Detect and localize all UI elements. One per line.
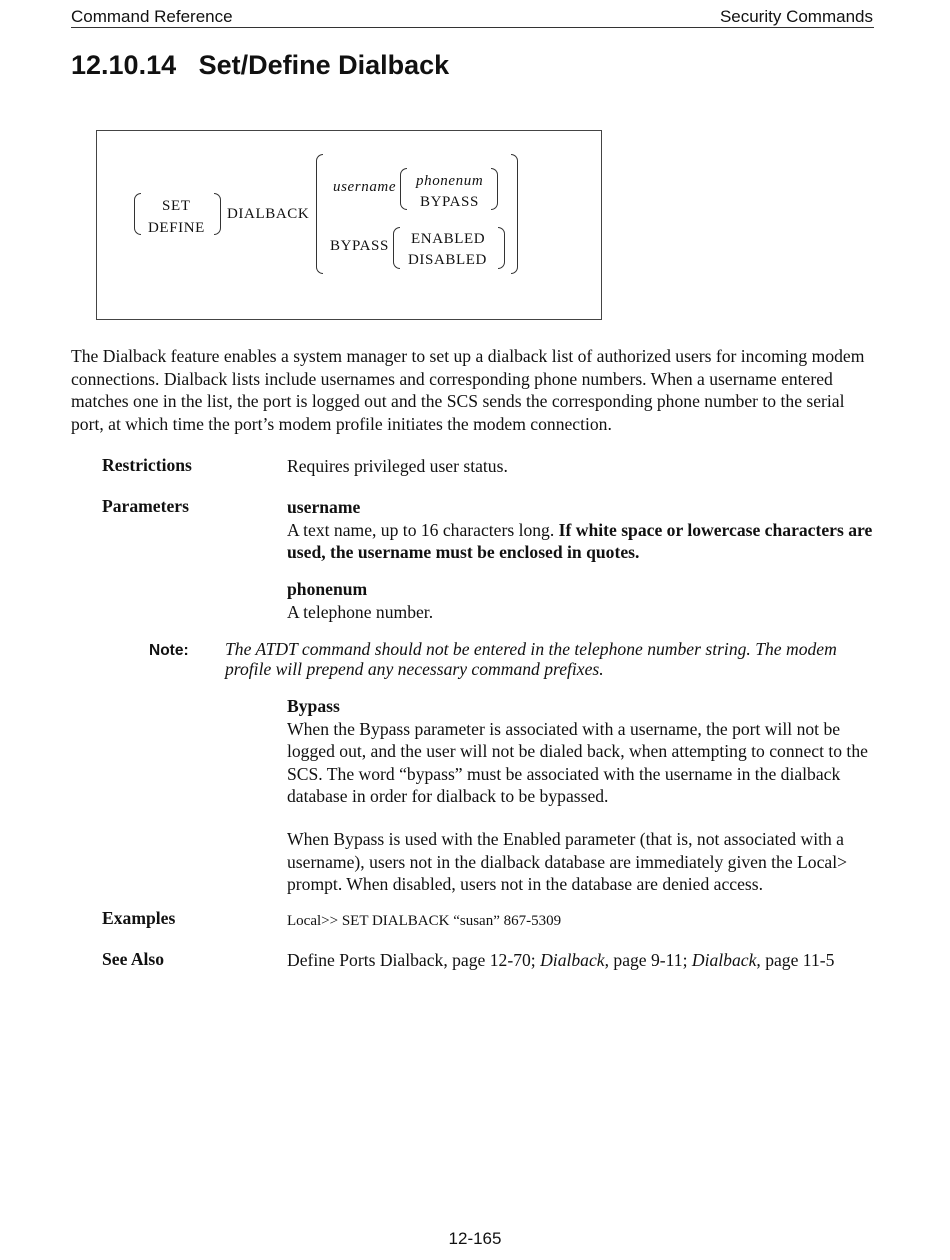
syntax-bypass-option: BYPASS — [420, 194, 479, 210]
description-paragraph: The Dialback feature enables a system manager to set up a dialback list of authorized users for incoming modem connections. Dialback lists include usernames and corresponding phone numbers. When a username entered matches one in the list, the port is logged out and the SCS sends the corresponding phone number to the serial port, at which time the port’s modem profile initiates the modem connection. — [71, 346, 865, 434]
parameter-name: phonenum — [287, 579, 368, 599]
left-brace — [316, 154, 323, 274]
see-also-ref-title: Dialback — [691, 950, 757, 970]
examples-label: Examples — [102, 908, 176, 928]
see-also-ref: Define Ports Dialback, page 12-70; — [287, 950, 541, 970]
restrictions-text: Requires privileged user status. — [287, 456, 508, 476]
right-brace — [511, 154, 518, 274]
right-brace — [214, 193, 221, 235]
parameters-label: Parameters — [102, 496, 189, 516]
syntax-enabled: ENABLED — [411, 231, 486, 247]
section-title: 12.10.14 Set/Define Dialback — [71, 50, 450, 80]
parameter-warning: If white space or lowercase characters are used, the username must be enclosed in quotes. — [287, 519, 873, 563]
see-also-label: See Also — [102, 949, 165, 969]
right-brace — [491, 168, 498, 210]
see-also-ref-page: , page 9-11; — [604, 950, 692, 970]
left-brace — [393, 227, 400, 269]
restrictions-label: Restrictions — [102, 455, 192, 475]
page-number: 12-165 — [448, 1229, 502, 1248]
parameter-description: A telephone number. — [287, 601, 434, 622]
note-text: The ATDT command should not be entered in the telephone number string. The modem profile will prepend any necessary command prefixes. — [225, 639, 837, 679]
parameter-name: Bypass — [287, 696, 340, 716]
see-also-ref-page: , page 11-5 — [756, 950, 835, 970]
syntax-phonenum: phonenum — [416, 173, 484, 189]
parameter-description — [287, 519, 877, 564]
syntax-dialback: DIALBACK — [227, 206, 310, 222]
left-brace — [134, 193, 141, 235]
parameter-name: username — [287, 497, 361, 517]
parameter-username — [287, 496, 877, 564]
syntax-disabled: DISABLED — [408, 252, 487, 268]
parameter-description: When Bypass is used with the Enabled parameter (that is, not associated with a username), users not in the dialback database are immediately given the Local> prompt. When disabled, users not in the database are denied access. — [287, 828, 848, 895]
note-label: Note: — [149, 642, 189, 659]
parameter-bypass — [287, 695, 877, 896]
see-also-references — [287, 949, 877, 972]
example-command: Local>> SET DIALBACK “susan” 867-5309 — [287, 913, 562, 929]
syntax-define: DEFINE — [148, 220, 205, 236]
parameter-text: A text name, up to 16 characters long. — [287, 519, 555, 540]
header-rule — [71, 27, 874, 28]
see-also-ref-title: Dialback — [540, 950, 605, 970]
running-header-right: Security Commands — [719, 7, 873, 26]
parameter-description: When the Bypass parameter is associated with a username, the port will not be logged out, and the user will not be dialed back, when attempting to connect to the SCS. The word “bypass” must be associated with the username in the dialback database in order for dialback to be bypassed. — [287, 718, 868, 807]
left-brace — [400, 168, 407, 210]
running-header-left: Command Reference — [71, 7, 233, 26]
right-brace — [498, 227, 505, 269]
syntax-bypass-keyword: BYPASS — [330, 238, 389, 254]
syntax-diagram — [96, 130, 602, 320]
parameter-phonenum — [287, 578, 877, 623]
syntax-username: username — [333, 179, 397, 195]
syntax-set: SET — [162, 198, 191, 214]
